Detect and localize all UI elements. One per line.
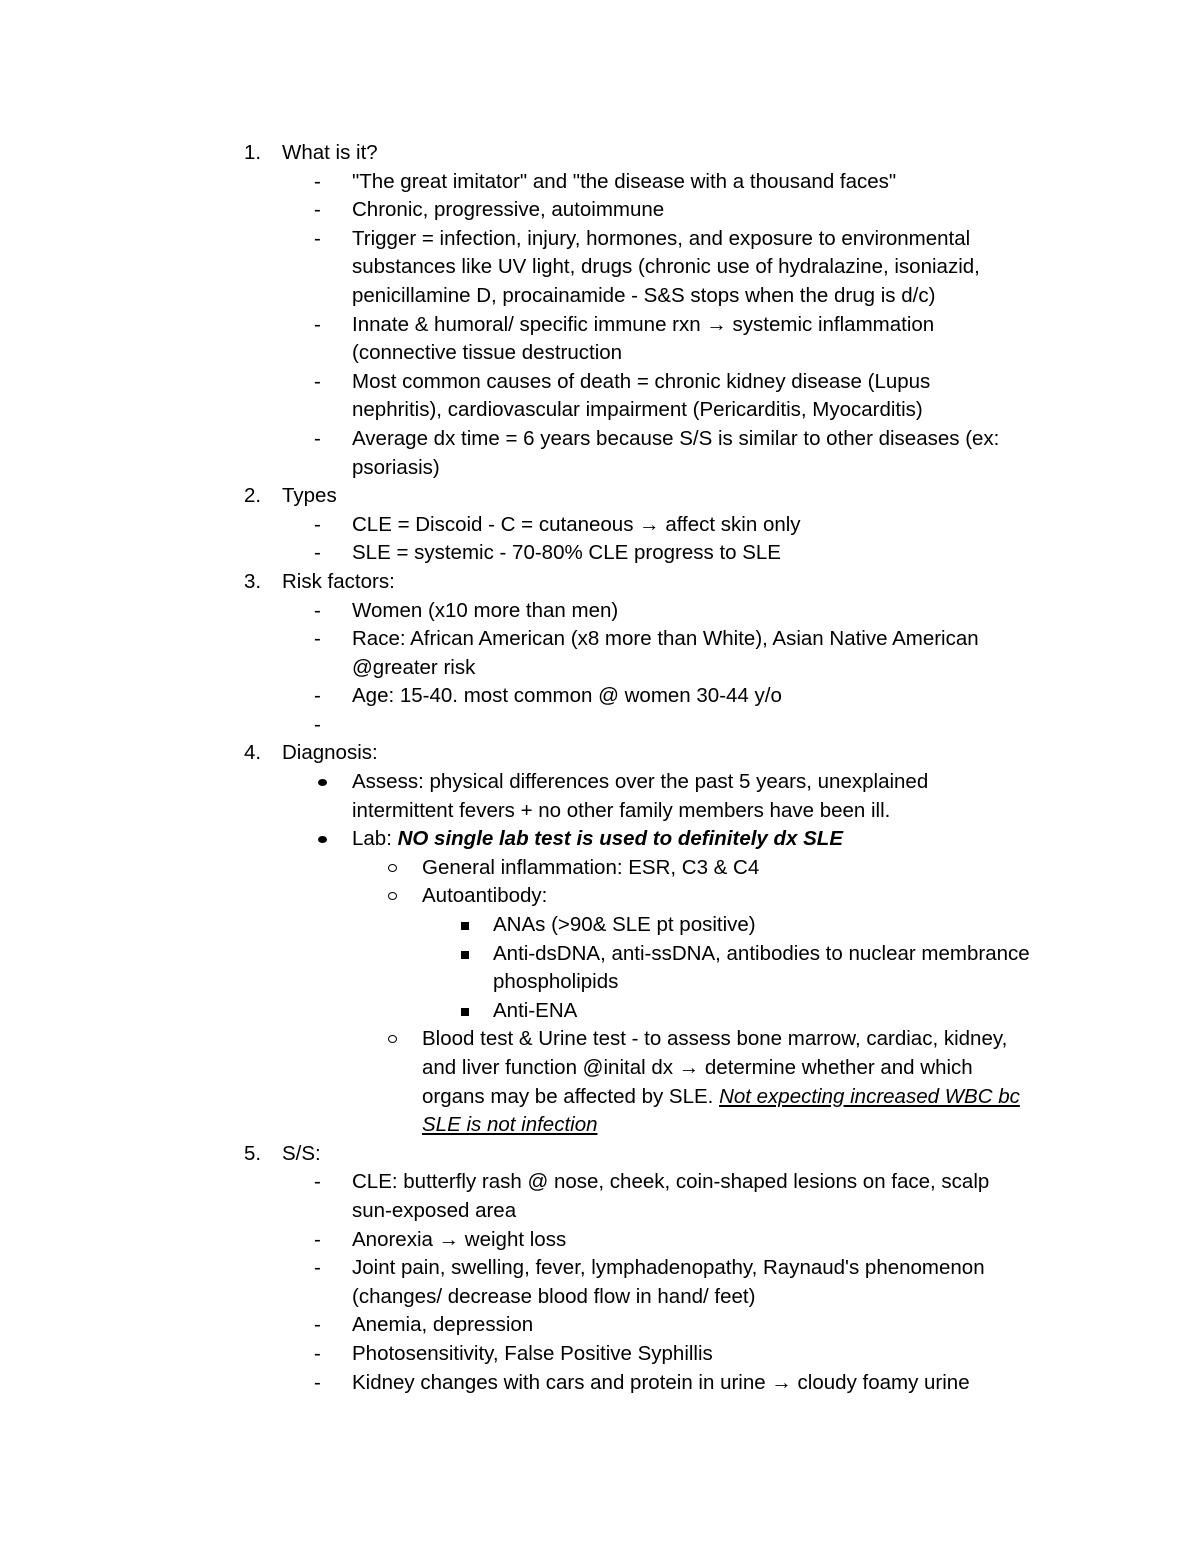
item-text: CLE = Discoid - C = cutaneous → affect skin only	[352, 512, 801, 536]
dash-marker: -	[314, 226, 321, 250]
item-text: (changes/ decrease blood flow in hand/ feet)	[352, 1284, 756, 1308]
square-bullet-icon	[461, 1008, 469, 1016]
item-text: CLE: butterfly rash @ nose, cheek, coin-shaped lesions on face, scalp	[352, 1170, 990, 1194]
lab-item	[0, 827, 843, 850]
dash-item	[0, 425, 1200, 454]
item-text: nephritis), cardiovascular impairment (Pericarditis, Myocarditis)	[352, 398, 923, 422]
dash-item	[0, 625, 1200, 654]
section-heading	[0, 739, 1200, 768]
dash-marker: -	[314, 169, 321, 193]
item-text: Anorexia → weight loss	[352, 1227, 567, 1251]
dash-item	[0, 168, 1200, 197]
dash-marker: -	[314, 541, 321, 565]
item-continuation	[0, 968, 1200, 997]
item-continuation	[0, 797, 1200, 826]
section-heading	[0, 482, 1200, 511]
item-text: intermittent fevers + no other family members have been ill.	[352, 798, 891, 822]
bullet-item	[0, 825, 1200, 854]
dash-item	[0, 1369, 1200, 1398]
dash-marker: -	[314, 369, 321, 393]
item-text: Anti-ENA	[493, 998, 578, 1022]
item-continuation	[0, 282, 1200, 311]
section-number: 2.	[244, 484, 262, 508]
item-text: Innate & humoral/ specific immune rxn → systemic inflammation	[352, 312, 935, 336]
sub-bullet-item	[0, 854, 1200, 883]
item-text: Anemia, depression	[352, 1313, 534, 1337]
sub-sub-bullet-item	[0, 940, 1200, 969]
dash-item	[0, 597, 1200, 626]
item-text: psoriasis)	[352, 455, 440, 479]
empty-dash-item	[0, 711, 1200, 740]
section-title: S/S:	[282, 1141, 321, 1165]
item-text: sun-exposed area	[352, 1198, 517, 1222]
section-heading	[0, 1140, 1200, 1169]
dash-item	[0, 1226, 1200, 1255]
item-text: and liver function @inital dx → determine whether and which	[422, 1056, 973, 1079]
sub-bullet-item	[0, 882, 1200, 911]
item-text: (connective tissue destruction	[352, 341, 623, 365]
item-text: penicillamine D, procainamide - S&S stops when the drug is d/c)	[352, 283, 936, 307]
item-text: Trigger = infection, injury, hormones, and exposure to environmental	[352, 226, 971, 250]
item-continuation	[0, 396, 1200, 425]
dash-marker: -	[314, 1341, 321, 1365]
dash-item	[0, 1311, 1200, 1340]
item-continuation	[0, 1054, 1200, 1083]
dash-marker: -	[314, 512, 321, 536]
dash-item	[0, 368, 1200, 397]
item-text: @greater risk	[352, 655, 476, 679]
dash-item	[0, 196, 1200, 225]
item-text: "The great imitator" and "the disease with a thousand faces"	[352, 169, 897, 193]
blood-plain-text: organs may be affected by SLE.	[422, 1084, 720, 1108]
item-text	[0, 1085, 1020, 1108]
item-text: Blood test & Urine test - to assess bone marrow, cardiac, kidney,	[422, 1027, 1008, 1051]
dash-marker: -	[314, 1256, 321, 1280]
dash-marker: -	[314, 312, 321, 336]
section-number: 1.	[244, 141, 262, 164]
sub-bullet-item	[0, 1025, 1200, 1054]
dash-item	[0, 539, 1200, 568]
dash-item	[0, 1254, 1200, 1283]
item-continuation	[0, 1111, 1200, 1140]
section-title: Risk factors:	[282, 569, 395, 593]
dash-item	[0, 511, 1200, 540]
item-continuation	[0, 339, 1200, 368]
item-text: Chronic, progressive, autoimmune	[352, 198, 665, 222]
item-text: Average dx time = 6 years because S/S is similar to other diseases (ex:	[352, 426, 1000, 450]
item-text: Photosensitivity, False Positive Syphillis	[352, 1341, 713, 1365]
document-page	[0, 139, 1200, 1397]
item-continuation	[0, 654, 1200, 683]
item-text: Assess: physical differences over the past 5 years, unexplained	[352, 770, 929, 794]
item-text: Women (x10 more than men)	[352, 598, 619, 622]
item-text	[0, 1113, 598, 1136]
dash-marker: -	[314, 684, 321, 708]
square-bullet-icon	[461, 951, 469, 959]
item-text: Autoantibody:	[422, 884, 548, 908]
dash-item	[0, 311, 1200, 340]
dash-item	[0, 1168, 1200, 1197]
circle-bullet-icon	[388, 864, 397, 872]
section-heading	[0, 568, 1200, 597]
lab-label: Lab:	[352, 827, 398, 851]
item-text: Joint pain, swelling, fever, lymphadenopathy, Raynaud's phenomenon	[352, 1256, 985, 1280]
section-title: What is it?	[282, 141, 378, 164]
bullet-item	[0, 768, 1200, 797]
dash-marker: -	[314, 426, 321, 450]
dash-marker: -	[314, 627, 321, 651]
item-text: ANAs (>90& SLE pt positive)	[493, 913, 756, 937]
dash-marker: -	[314, 598, 321, 622]
item-text: phospholipids	[493, 970, 619, 994]
blood-emphasis-text: Not expecting increased WBC bc	[719, 1084, 1020, 1108]
item-text: General inflammation: ESR, C3 & C4	[422, 855, 760, 879]
section-title: Diagnosis:	[282, 741, 378, 765]
sub-sub-bullet-item	[0, 997, 1200, 1026]
item-continuation	[0, 1283, 1200, 1312]
section-number: 3.	[244, 569, 262, 593]
blood-emphasis-text: SLE is not infection	[422, 1113, 598, 1137]
dash-marker: -	[314, 712, 321, 736]
item-text: Most common causes of death = chronic kidney disease (Lupus	[352, 369, 931, 393]
item-continuation	[0, 454, 1200, 483]
dash-marker: -	[314, 1370, 321, 1394]
dash-item	[0, 682, 1200, 711]
item-text: Age: 15-40. most common @ women 30-44 y/o	[352, 684, 782, 708]
item-text: SLE = systemic - 70-80% CLE progress to SLE	[352, 541, 781, 565]
section-number: 4.	[244, 741, 262, 765]
item-text: substances like UV light, drugs (chronic use of hydralazine, isoniazid,	[352, 255, 980, 279]
item-text: Race: African American (x8 more than White), Asian Native American	[352, 627, 979, 651]
item-text: Kidney changes with cars and protein in urine → cloudy foamy urine	[352, 1370, 970, 1394]
lab-emphasis: NO single lab test is used to definitely dx SLE	[397, 827, 844, 851]
item-text: Anti-dsDNA, anti-ssDNA, antibodies to nuclear membrance	[493, 941, 1030, 965]
section-heading	[0, 139, 1200, 168]
item-continuation	[0, 1083, 1200, 1112]
square-bullet-icon	[461, 922, 469, 930]
dash-marker: -	[314, 1227, 321, 1251]
dash-marker: -	[314, 1170, 321, 1194]
sub-sub-bullet-item	[0, 911, 1200, 940]
disc-bullet-icon	[318, 779, 327, 786]
item-continuation	[0, 253, 1200, 282]
dash-item	[0, 1340, 1200, 1369]
section-title: Types	[282, 484, 337, 508]
dash-item	[0, 225, 1200, 254]
dash-marker: -	[314, 1313, 321, 1337]
dash-marker: -	[314, 198, 321, 222]
section-number: 5.	[244, 1141, 262, 1165]
item-continuation	[0, 1197, 1200, 1226]
